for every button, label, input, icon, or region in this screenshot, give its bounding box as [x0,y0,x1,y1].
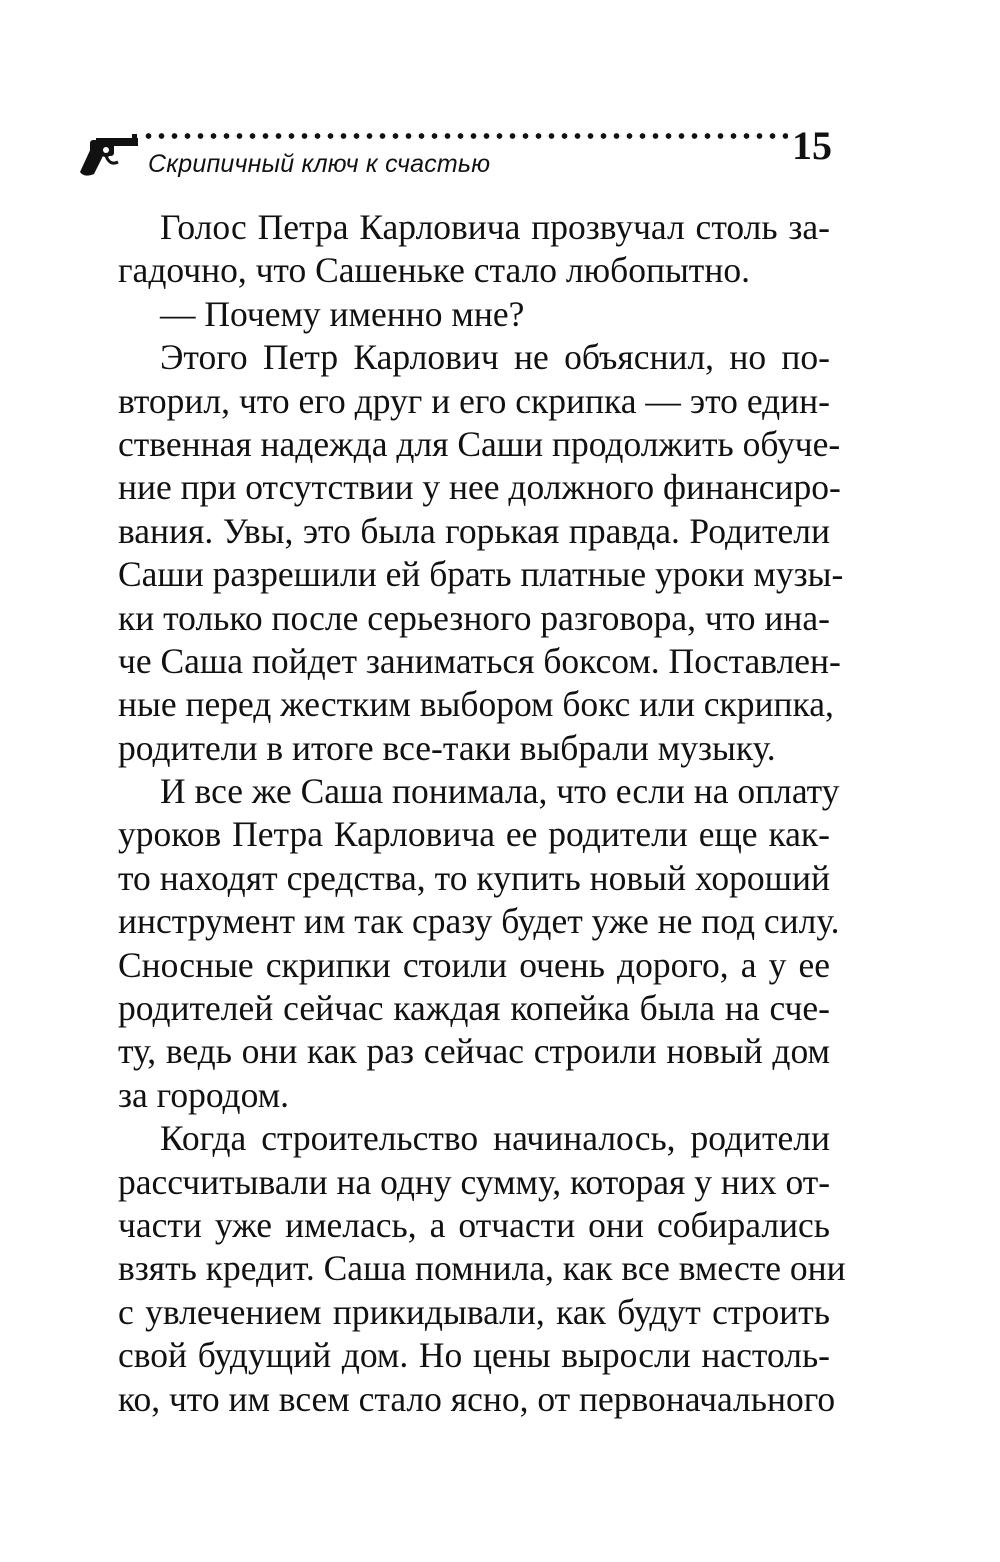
text-line: рассчитывали на одну сумму, которая у них от- [118,1161,831,1202]
text-line: свой будущий дом. Но цены выросли настоль- [118,1335,830,1376]
running-title: Скрипичный ключ к счастью [148,150,491,178]
text-line: Саши разрешили ей брать платные уроки музы- [118,554,844,595]
text-line: родителей сейчас каждая копейка была на сче- [118,988,830,1029]
text-line: ко, что им всем стало ясно, от первоначального [118,1378,836,1419]
text-line: инструмент им так сразу будет уже не под силу. [118,901,840,942]
text-line: части уже имелась, а отчасти они собирались [118,1204,830,1245]
page-number: 15 [792,123,832,168]
text-line: ки только после серьезного разговора, что ина- [118,597,830,638]
text-line: ственная надежда для Саши продолжить обуче- [118,423,841,464]
running-header [76,123,836,188]
text-line: Голос Петра Карловича прозвучал столь за- [160,207,830,247]
text-line: — Почему именно мне? [160,293,525,334]
text-line: че Саша пойдет заниматься боксом. Поставлен- [118,640,841,681]
text-line: с увлечением прикидывали, как будут строить [118,1291,830,1332]
text-line: то находят средства, то купить новый хороший [118,857,830,898]
text-line: гадочно, что Сашеньке стало любопытно. [118,250,750,291]
text-line: Этого Петр Карлович не объяснил, но по- [160,337,830,378]
text-line: вторил, что его друг и его скрипка — это един- [118,380,830,421]
text-line: ные перед жестким выбором бокс или скрипка, [118,684,834,725]
text-line: родители в итоге все-таки выбрали музыку. [118,727,776,768]
text-line: вания. Увы, это была горькая правда. Родители [118,510,830,551]
text-line: взять кредит. Саша помнила, как все вместе они [118,1248,846,1289]
revolver-icon [76,132,140,178]
text-line: ние при отсутствии у нее должного финансиро- [118,467,841,508]
text-line: ту, ведь они как раз сейчас строили новый дом [118,1031,830,1072]
text-line: Сносные скрипки стоили очень дорого, а у ее [118,944,830,985]
text-line: И все же Саша понимала, что если на оплату [160,771,840,812]
dotted-rule [142,130,788,142]
text-line: Когда строительство начиналось, родители [160,1118,830,1159]
text-line: уроков Петра Карловича ее родители еще как- [118,814,830,855]
text-line: за городом. [118,1074,290,1115]
body-text [118,206,846,1421]
